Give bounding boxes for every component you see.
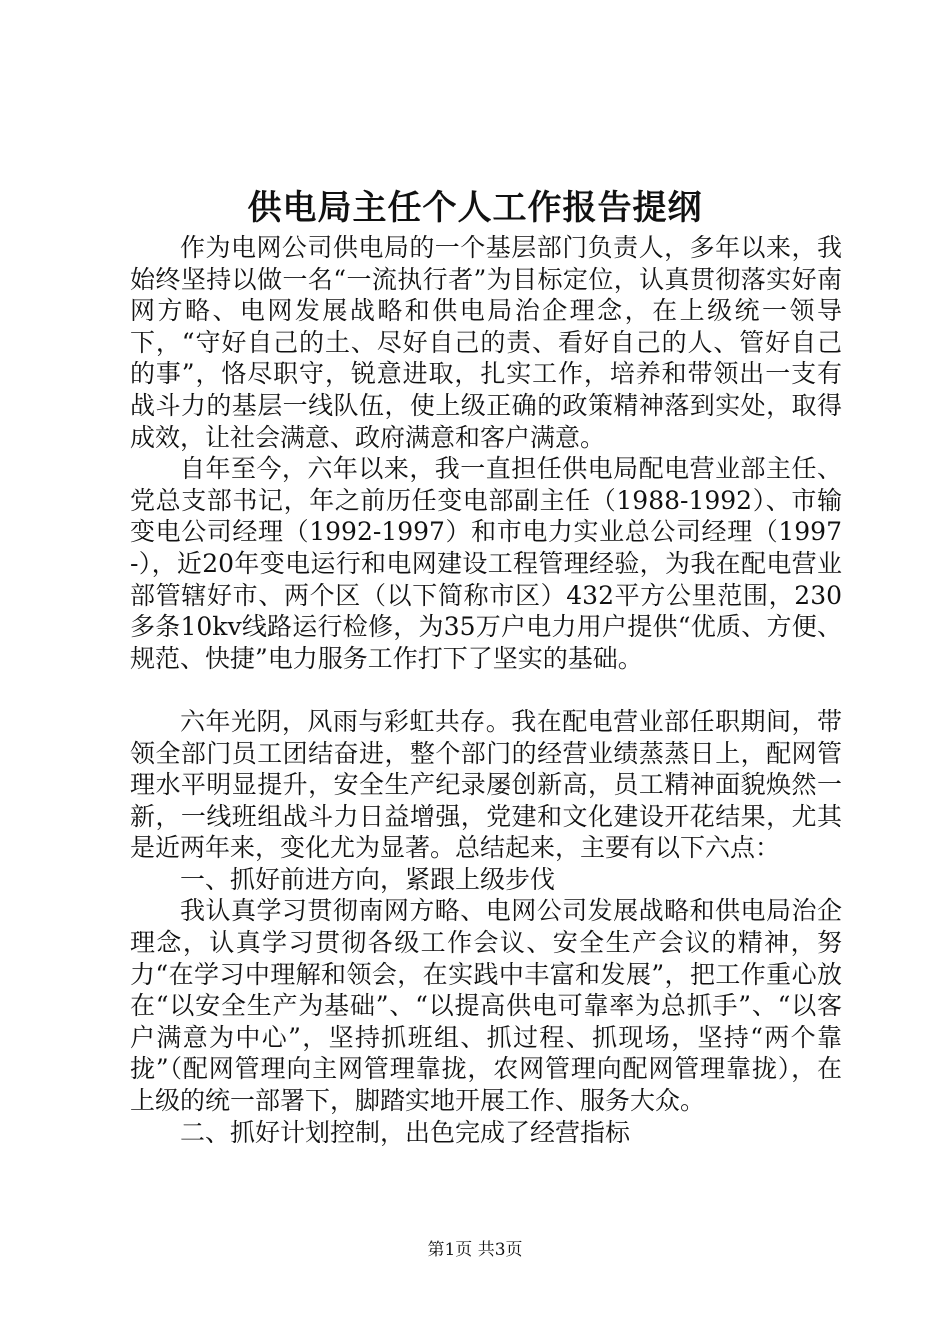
- page-title: 供电局主任个人工作报告提纲: [247, 188, 703, 228]
- page-number: 第1页 共3页: [427, 1240, 523, 1260]
- section-heading-1: 一、抓好前进方向，紧跟上级步伐: [180, 864, 556, 894]
- paragraph-career: 自年至今，六年以来，我一直担任供电局配电营业部主任、党总支部书记，年之前历任变电部副主任（1988-1992）、市输变电公司经理（1992-1997）和市电力实业总公司经理（1997-），近20年变电运行和电网建设工程管理经验，为我在配电营业部管辖好市、两个区（以下简称市区）432平方公里范围，230多条10kv线路运行检修，为35万户电力用户提供“优质、方便、规范、快捷”电力服务工作打下了坚实的基础。: [130, 454, 842, 673]
- section-heading-2: 二、抓好计划控制，出色完成了经营指标: [180, 1117, 631, 1147]
- document-body: [130, 232, 842, 1148]
- paragraph-spacer: [130, 674, 842, 706]
- paragraph-section-1: 我认真学习贯彻南网方略、电网公司发展战略和供电局治企理念，认真学习贯彻各级工作会议、安全生产会议的精神，努力“在学习中理解和领会，在实践中丰富和发展”，把工作重心放在“以安全生产为基础”、“以提高供电可靠率为总抓手”、“以客户满意为中心”，坚持抓班组、抓过程、抓现场，坚持“两个靠拢”（配网管理向主网管理靠拢，农网管理向配网管理靠拢），在上级的统一部署下，脚踏实地开展工作、服务大众。: [130, 896, 842, 1116]
- paragraph-intro: 作为电网公司供电局的一个基层部门负责人，多年以来，我始终坚持以做一名“一流执行者”为目标定位，认真贯彻落实好南网方略、电网发展战略和供电局治企理念，在上级统一领导下，“守好自己的土、尽好自己的责、看好自己的人、管好自己的事”，恪尽职守，锐意进取，扎实工作，培养和带领出一支有战斗力的基层一线队伍，使上级正确的政策精神落到实处，取得成效，让社会满意、政府满意和客户满意。: [130, 233, 842, 452]
- paragraph-summary: 六年光阴，风雨与彩虹共存。我在配电营业部任职期间，带领全部门员工团结奋进，整个部门的经营业绩蒸蒸日上，配网管理水平明显提升，安全生产纪录屡创新高，员工精神面貌焕然一新，一线班组战斗力日益增强，党建和文化建设开花结果，尤其是近两年来，变化尤为显著。总结起来，主要有以下六点：: [130, 706, 842, 863]
